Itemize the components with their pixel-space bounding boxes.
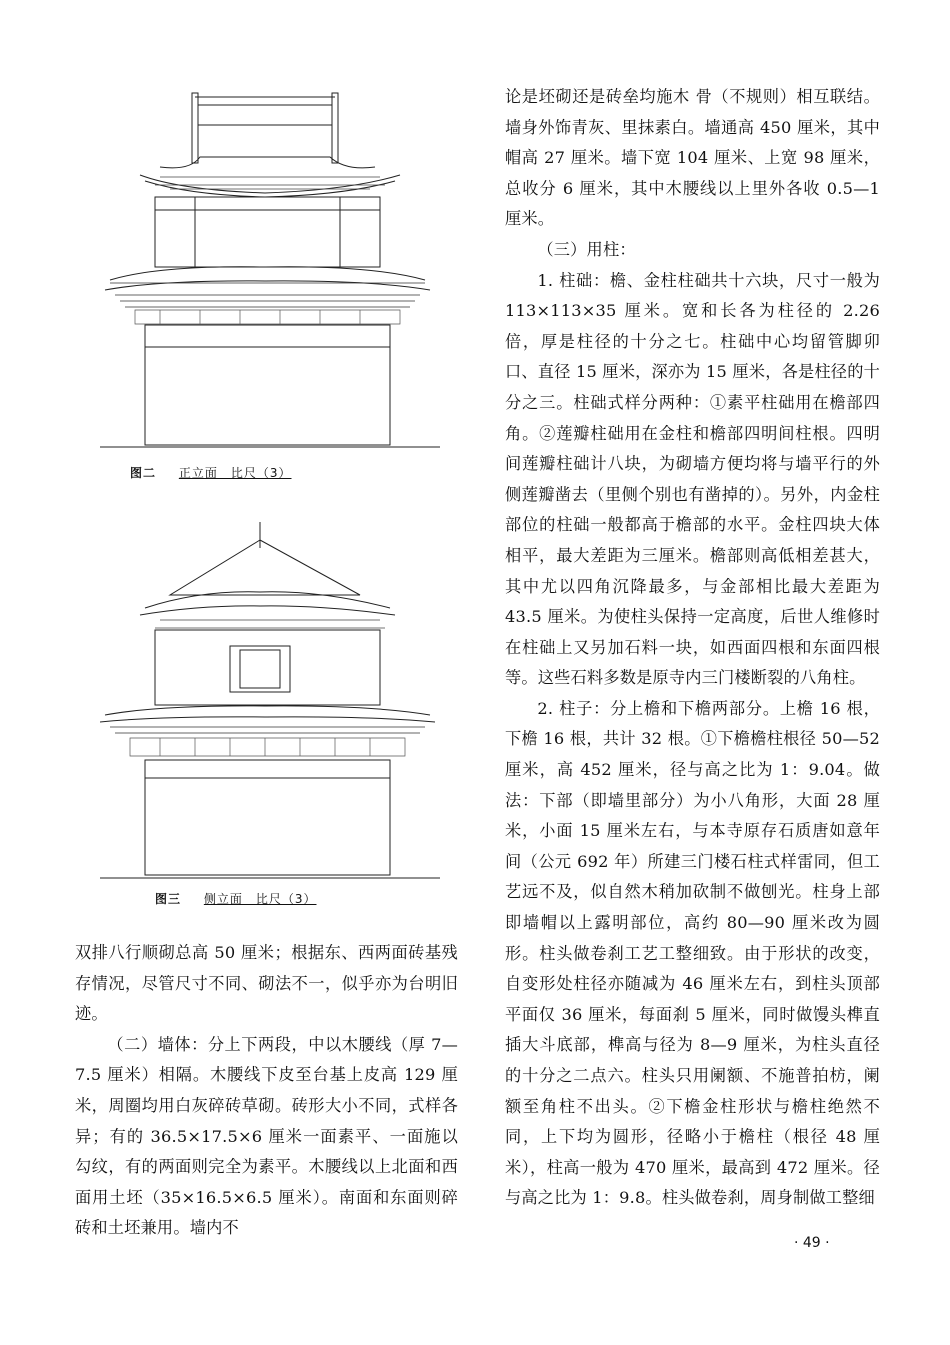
right-paragraph-1: 论是坯砌还是砖垒均施木 骨（不规则）相互联结。墙身外饰青灰、里抹素白。墙通高 450 厘米，其中帽高 27 厘米。墙下宽 104 厘米、上宽 98 厘米，总收分 6 厘米，其中木腰线以上里外各收 0.5—1 厘米。	[505, 87, 880, 229]
figure-2-caption	[130, 464, 291, 481]
left-paragraph-2: （二）墙体：分上下两段，中以木腰线（厚 7—7.5 厘米）相隔。木腰线下皮至台基上皮高 129 厘米，周圈均用白灰碎砖草砌。砖形大小不同，式样各异；有的 36.5×17.5×6 厘米一面素平、一面施以勾纹，有的两面则完全为素平。木腰线以上北面和西面用土坯（35×16.5×6.5 厘米）。南面和东面则碎砖和土坯兼用。墙内不	[75, 1034, 458, 1238]
figure-side-elevation	[100, 520, 440, 890]
right-paragraph-3: 1. 柱础：檐、金柱柱础共十六块，尺寸一般为 113×113×35 厘米。宽和长各为柱径的 2.26 倍，厚是柱径的十分之七。柱础中心均留管脚卯口、直径 15 厘米，深亦为 15 厘米，各是柱径的十分之三。柱础式样分两种：①素平柱础用在檐部四角。②莲瓣柱础用在金柱和檐部四明间柱根。四明间莲瓣柱础计八块，为砌墙方便均将与墙平行的外侧莲瓣凿去（里侧个别也有凿掉的）。另外，内金柱部位的柱础一般都高于檐部的水平。金柱四块大体相平，最大差距为三厘米。檐部则高低相差甚大，其中尤以四角沉降最多，与金部相比最大差距为 43.5 厘米。为使柱头保持一定高度，后世人维修时在柱础上又另加石料一块，如西面四根和东面四根等。这些石料多数是原寺内三门楼断裂的八角柱。	[505, 270, 880, 688]
right-paragraph-2: （三）用柱：	[537, 239, 636, 259]
figure-front-elevation	[100, 85, 440, 465]
figure-3-caption-text: 侧立面 比尺（3）	[203, 892, 317, 906]
page-number: · 49 ·	[794, 1235, 830, 1251]
left-paragraph-1: 双排八行顺砌总高 50 厘米；根据东、西两面砖基残存情况，尽管尺寸不同、砌法不一，似乎亦为台明旧迹。	[75, 943, 458, 1024]
figure-2-caption-text: 正立面 比尺（3）	[178, 466, 292, 480]
figure-2-label: 图二	[130, 466, 157, 480]
figure-3-label: 图三	[155, 892, 182, 906]
left-column-text	[75, 938, 458, 1244]
right-column-text	[505, 82, 880, 1214]
figure-3-caption	[155, 890, 316, 907]
right-paragraph-4: 2. 柱子：分上檐和下檐两部分。上檐 16 根，下檐 16 根，共计 32 根。①下檐檐柱根径 50—52 厘米，高 452 厘米，径与高之比为 1：9.04。做法：下部（即墙里部分）为小八角形，大面 28 厘米，小面 15 厘米左右，与本寺原存石质唐如意年间（公元 692 年）所建三门楼石柱式样雷同，但工艺远不及，似自然木稍加砍制不做刨光。柱身上部即墙帽以上露明部位，高约 80—90 厘米改为圆形。柱头做卷刹工艺工整细致。由于形状的改变，自变形处柱径亦随减为 46 厘米左右，到柱头顶部平面仅 36 厘米，每面刹 5 厘米，同时做馒头榫直插大斗底部，榫高与径为 8—9 厘米，为柱头直径的十分之二点六。柱头只用阑额、不施普拍枋，阑额至角柱不出头。②下檐金柱形状与檐柱绝然不同，上下均为圆形，径略小于檐柱（根径 48 厘米），柱高一般为 470 厘米，最高到 472 厘米。径与高之比为 1：9.8。柱头做卷刹，周身制做工整细	[505, 698, 880, 1208]
